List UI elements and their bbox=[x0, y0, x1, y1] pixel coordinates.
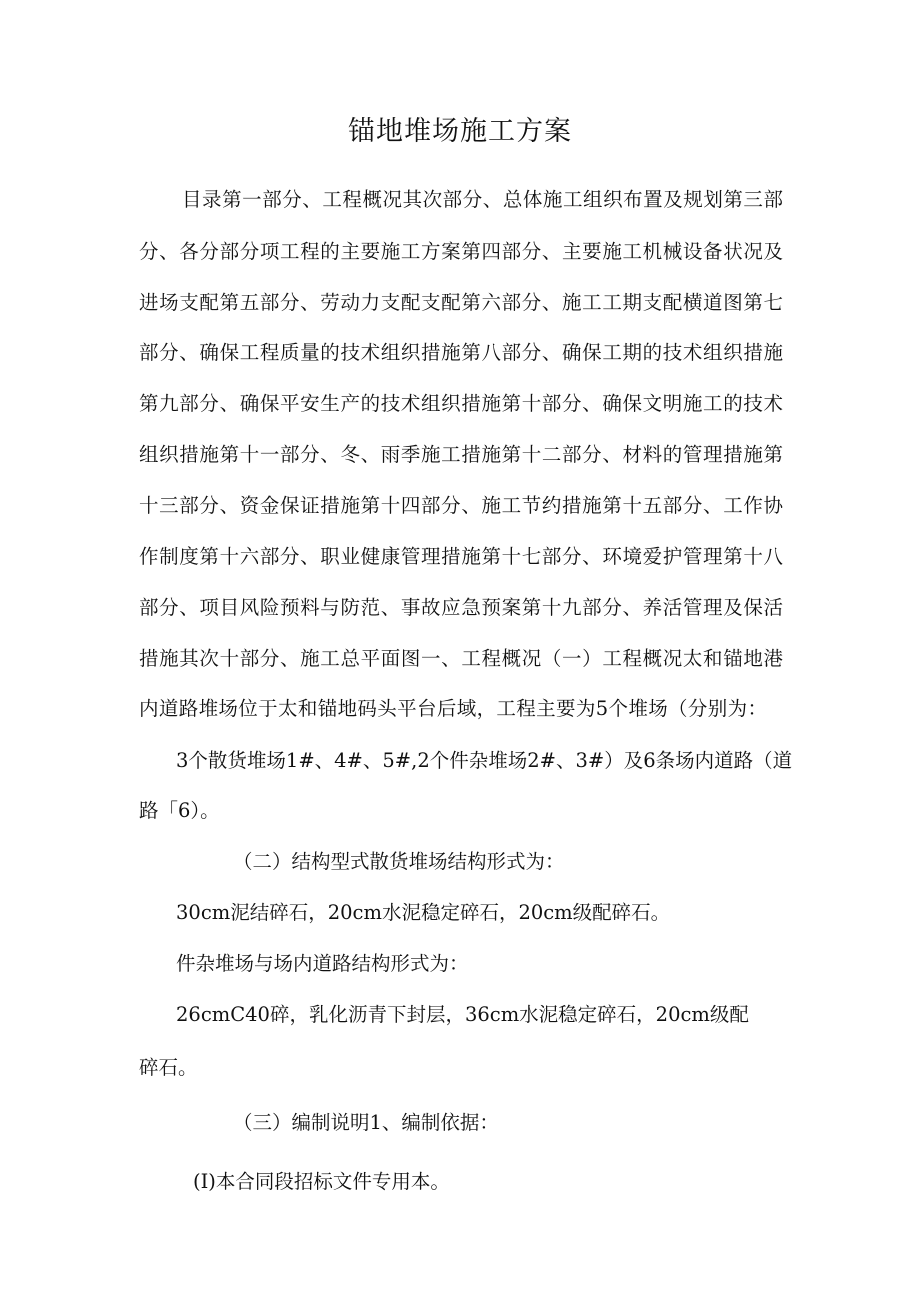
toc-line-7: 十三部分、资金保证措施第十四部分、施工节约措施第十五部分、工作协 bbox=[139, 494, 783, 517]
toc-line-11: 内道路堆场位于太和锚地码头平台后域，工程主要为5个堆场（分别为： bbox=[139, 697, 767, 720]
toc-line-2: 分、各分部分项工程的主要施工方案第四部分、主要施工机械设备状况及 bbox=[139, 240, 783, 263]
section-2-heading: （二）结构型式散货堆场结构形式为： bbox=[233, 850, 565, 873]
misc-yard-structure-line-2: 碎石。 bbox=[139, 1056, 198, 1079]
yard-line-2: 路「6）。 bbox=[139, 799, 220, 822]
toc-line-9: 部分、项目风险预料与防范、事故应急预案第十九部分、养活管理及保活 bbox=[139, 596, 783, 619]
toc-line-3: 进场支配第五部分、劳动力支配支配第六部分、施工工期支配横道图第七 bbox=[139, 291, 783, 314]
toc-line-8: 作制度第十六部分、职业健康管理措施第十七部分、环境爱护管理第十八 bbox=[139, 545, 783, 568]
document-title: 锚地堆场施工方案 bbox=[348, 116, 572, 147]
toc-line-6: 组织措施第十一部分、冬、雨季施工措施第十二部分、材料的管理措施第 bbox=[139, 443, 783, 466]
toc-line-5: 第九部分、确保平安生产的技术组织措施第十部分、确保文明施工的技术 bbox=[139, 392, 783, 415]
basis-item-1: (I)本合同段招标文件专用本。 bbox=[193, 1170, 450, 1193]
misc-yard-heading: 件杂堆场与场内道路结构形式为： bbox=[176, 952, 469, 975]
toc-line-1: 目录第一部分、工程概况其次部分、总体施工组织布置及规划第三部 bbox=[182, 188, 783, 211]
bulk-yard-structure: 30cm泥结碎石，20cm水泥稳定碎石，20cm级配碎石。 bbox=[176, 901, 671, 924]
yard-line-1: 3个散货堆场1#、4#、5#,2个件杂堆场2#、3#）及6条场内道路（道 bbox=[176, 749, 793, 772]
misc-yard-structure-line-1: 26cmC40碎，乳化沥青下封层，36cm水泥稳定碎石，20cm级配 bbox=[176, 1003, 749, 1026]
toc-line-4: 部分、确保工程质量的技术组织措施第八部分、确保工期的技术组织措施 bbox=[139, 341, 783, 364]
toc-line-10: 措施其次十部分、施工总平面图一、工程概况（一）工程概况太和锚地港 bbox=[139, 647, 783, 670]
section-3-heading: （三）编制说明1、编制依据： bbox=[233, 1111, 499, 1134]
